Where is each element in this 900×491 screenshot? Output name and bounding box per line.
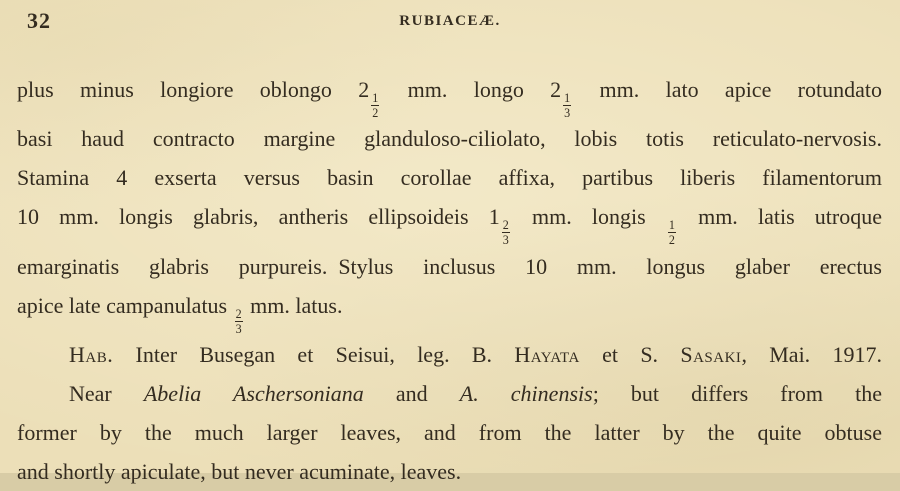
text-segment: mm. latus. [244, 292, 343, 318]
text-segment: and [363, 380, 460, 406]
text-line [17, 247, 882, 286]
text-line [17, 119, 882, 158]
text-segment: Sasaki [680, 341, 742, 367]
text-segment: basi haud contracto margine glanduloso-ciliolato, lobis totis reticulato-nervosis. [17, 126, 882, 152]
page-header [0, 0, 900, 46]
text-segment: and shortly apiculate, but never acuminate, leaves. [17, 458, 462, 484]
text-segment: A. chinensis [459, 380, 593, 406]
text-segment: ; but differs from the [592, 380, 883, 406]
text-segment: Hab. [69, 341, 114, 367]
text-segment: former by the much larger leaves, and from the latter by the quite obtuse [17, 419, 882, 445]
text-line [17, 374, 882, 413]
text-segment: mm. longo 2 [381, 77, 562, 102]
text-line [17, 70, 882, 119]
page-body [17, 70, 882, 491]
text-segment: Near [69, 380, 144, 406]
stacked-fraction: $\frac{2}{3}$ [502, 218, 509, 248]
text-line [17, 158, 882, 197]
stacked-fraction: $\frac{1}{2}$ [372, 91, 379, 121]
page-number: 32 [27, 8, 51, 33]
text-line [17, 286, 882, 335]
text-line [17, 452, 882, 491]
text-line [17, 335, 882, 374]
text-segment: , Mai. 1917. [741, 341, 882, 367]
text-segment: mm. lato apice rotundato [573, 77, 882, 102]
text-line [17, 197, 882, 246]
stacked-fraction: $\frac{1}{2}$ [668, 218, 675, 248]
running-header-title: RUBIACEÆ. [399, 13, 501, 29]
text-segment: emarginatis glabris purpureis. Stylus inclusus 10 mm. longus glaber erectus [17, 253, 882, 279]
stacked-fraction: $\frac{2}{3}$ [235, 306, 242, 336]
text-segment: plus minus longiore oblongo 2 [17, 77, 370, 102]
text-segment: Abelia Aschersoniana [143, 380, 364, 406]
text-segment: Hayata [514, 341, 580, 367]
text-segment: 10 mm. longis glabris, antheris ellipsoideis 1 [17, 204, 500, 230]
text-segment: et S. [579, 341, 681, 367]
text-line [17, 413, 882, 452]
text-segment: mm. latis utroque [677, 204, 883, 230]
text-segment: Inter Busegan et Seisui, leg. B. [113, 341, 515, 367]
text-segment: mm. longis [511, 204, 666, 230]
stacked-fraction: $\frac{1}{3}$ [564, 91, 571, 121]
text-segment: apice late campanulatus [17, 292, 233, 318]
text-segment: Stamina 4 exserta versus basin corollae affixa, partibus liberis filamentorum [17, 165, 882, 191]
